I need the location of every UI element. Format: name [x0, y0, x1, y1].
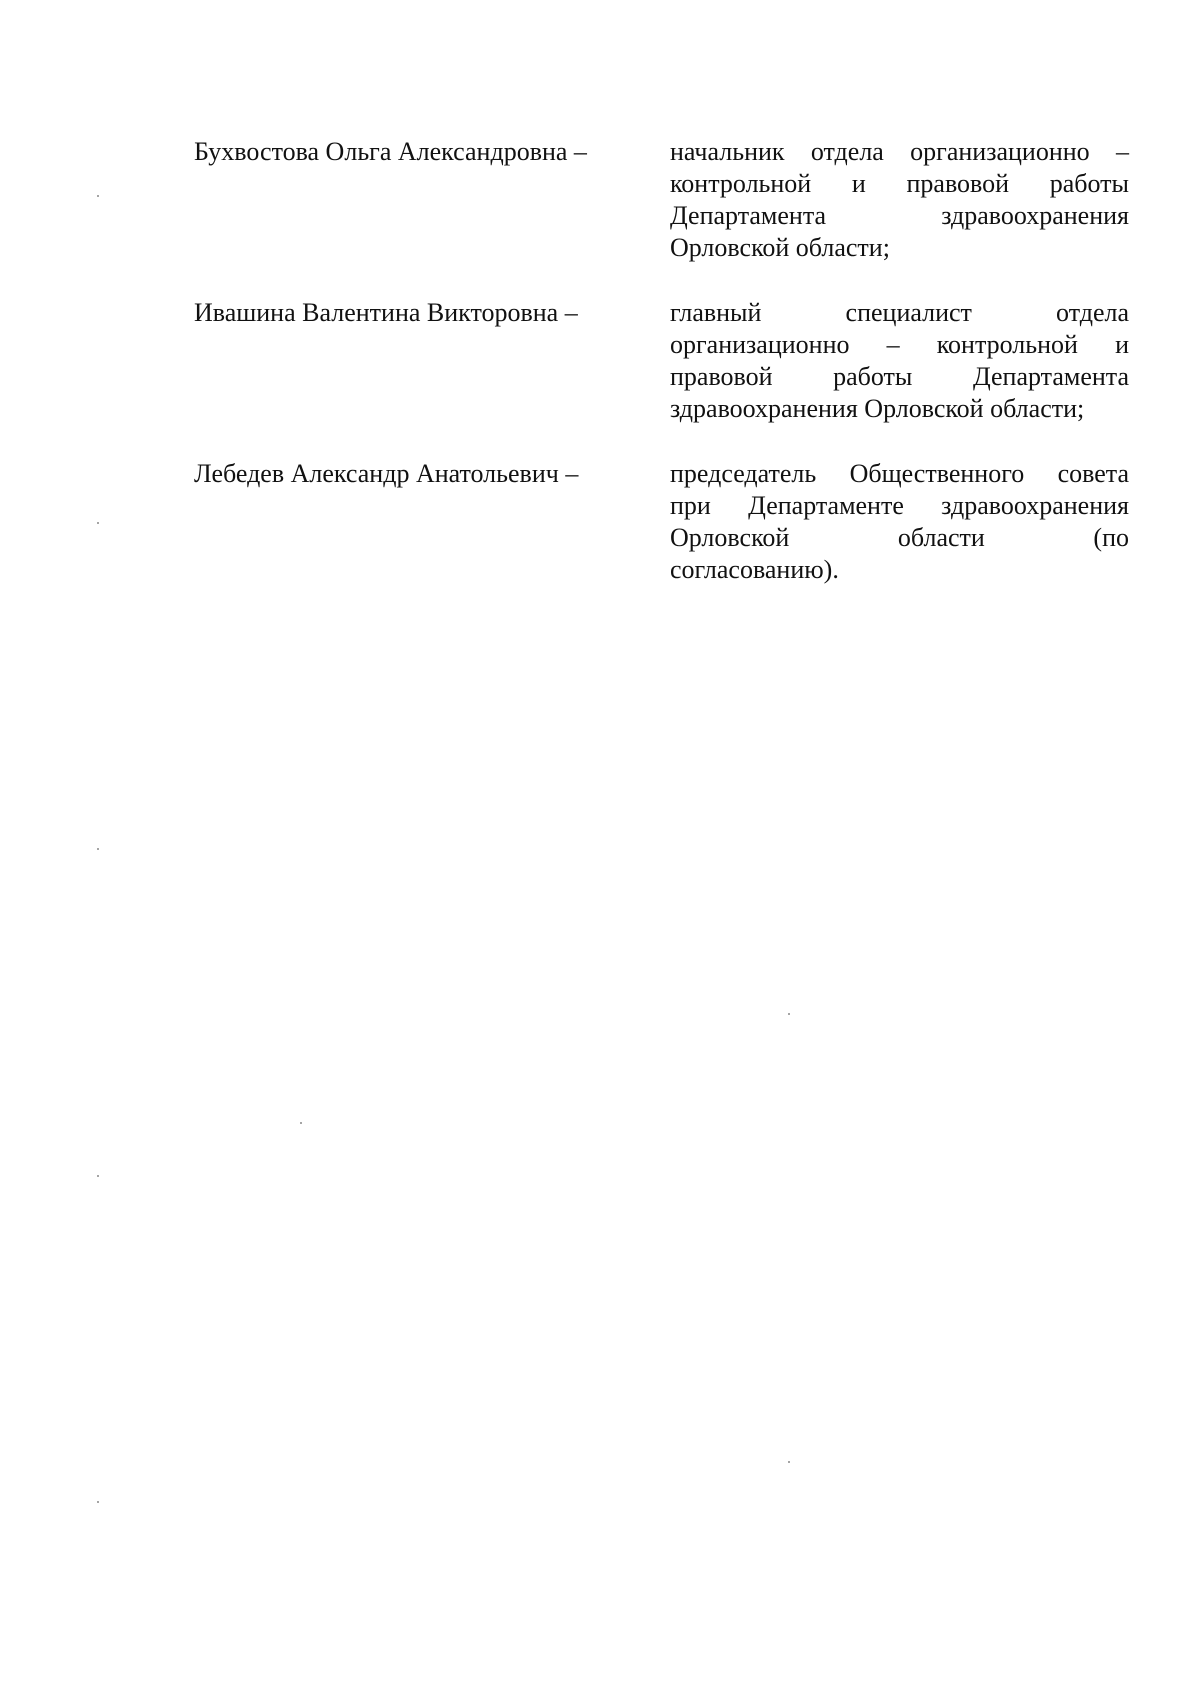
- member-position-line: Орловской области;: [670, 233, 890, 262]
- scan-speck: [97, 1175, 99, 1177]
- member-position: [670, 136, 1129, 264]
- member-position-line: правовой работы Департамента: [670, 362, 1129, 391]
- scan-speck: [97, 522, 99, 524]
- member-position-line: Орловской области (по: [670, 523, 1129, 552]
- member-position: [670, 458, 1129, 586]
- scan-speck: [97, 195, 99, 197]
- member-position-line: здравоохранения Орловской области;: [670, 394, 1085, 423]
- member-position-line: председатель Общественного совета: [670, 459, 1129, 488]
- member-name: Лебедев Александр Анатольевич –: [194, 459, 579, 488]
- member-position-line: контрольной и правовой работы: [670, 169, 1129, 198]
- scan-speck: [788, 1013, 790, 1015]
- member-position-line: при Департаменте здравоохранения: [670, 491, 1129, 520]
- member-position-line: главный специалист отдела: [670, 298, 1129, 327]
- member-position-line: согласованию).: [670, 555, 839, 584]
- member-position-line: Департамента здравоохранения: [670, 201, 1129, 230]
- scan-speck: [300, 1122, 302, 1124]
- member-position-line: начальник отдела организационно –: [670, 137, 1129, 166]
- scan-speck: [97, 1501, 99, 1503]
- member-name: Ивашина Валентина Викторовна –: [194, 298, 578, 327]
- member-position-line: организационно – контрольной и: [670, 330, 1129, 359]
- scan-speck: [788, 1461, 790, 1463]
- scan-speck: [97, 848, 99, 850]
- member-position: [670, 297, 1129, 425]
- member-name: Бухвостова Ольга Александровна –: [194, 137, 587, 166]
